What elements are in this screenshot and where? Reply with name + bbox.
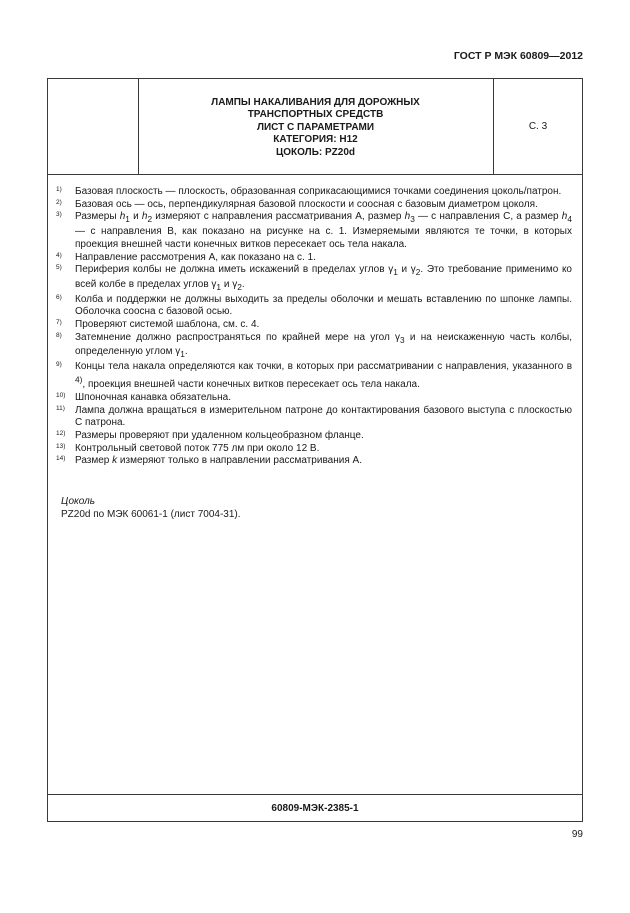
page-number: 99 [571, 829, 583, 840]
footnote [56, 405, 572, 430]
socket-text: PZ20d по МЭК 60061-1 (лист 7004-31). [61, 509, 241, 520]
title-block-left-cell [48, 79, 139, 174]
footnote-text: Шпоночная канавка обязательна. [75, 391, 231, 403]
title-line: ЛАМПЫ НАКАЛИВАНИЯ ДЛЯ ДОРОЖНЫХ [211, 97, 420, 108]
footnote [56, 392, 572, 405]
footnote [56, 455, 572, 468]
title-block-title [139, 97, 492, 159]
footnote [56, 361, 572, 392]
footnote [56, 430, 572, 443]
footnote-text: Направление рассмотрения А, как показано на с. 1. [75, 251, 316, 263]
footnote [56, 332, 572, 361]
footnote-number: 13) [56, 442, 66, 450]
footnote-text: Базовая плоскость — плоскость, образованная соприкасающимися точками соединения цоколь/патрон. [75, 186, 562, 197]
footnote-number: 9) [56, 361, 62, 369]
standard-code: ГОСТ Р МЭК 60809—2012 [453, 50, 583, 62]
footnote-text: Контрольный световой поток 775 лм при около 12 В. [75, 442, 320, 454]
title-line: КАТЕГОРИЯ: Н12 [273, 134, 358, 146]
parameter-sheet-frame [47, 78, 583, 822]
sheet-page-ref: С. 3 [528, 121, 548, 132]
footnote-number: 1) [56, 186, 62, 193]
footnote-number: 5) [56, 264, 62, 272]
footnote-text: Колба и поддержки не должны выходить за пределы оболочки и мешать вставлению по шпонке лампы. Оболочка соосна с базовой осью. [75, 293, 572, 318]
socket-label: Цоколь [61, 496, 96, 507]
title-line: ЦОКОЛЬ: PZ20d [275, 146, 356, 158]
footnote-text: Размер k измеряют только в направлении рассматривания А. [75, 455, 362, 467]
footnote-number: 12) [56, 429, 66, 437]
footnote-number: 11) [56, 404, 65, 412]
footnote [56, 211, 572, 251]
footnote-text: Концы тела накала определяются как точки, в которых при рассматривании с направления, указанного в $^{4)}$, проекция внешней части конечных витков пересекает ось тела накала. [75, 361, 572, 391]
footnote-text: Лампа должна вращаться в измерительном патроне до контактирования базового выступа с плоскостью С патрона. [75, 404, 572, 429]
title-line: ТРАНСПОРТНЫХ СРЕДСТВ [247, 109, 384, 121]
footnote [56, 264, 572, 293]
footnote-number: 8) [56, 331, 62, 339]
title-block [48, 79, 582, 175]
footnote-number: 6) [56, 293, 62, 301]
sheet-code: 60809-МЭК-2385-1 [271, 803, 359, 814]
footnote-text: Затемнение должно распространяться по крайней мере на угол $\gamma_3$ и на неискаженную часть колбы, определенную углом $\gamma_1$. [75, 331, 572, 360]
footnote-text: Размеры $h_1$ и $h_2$ измеряют с направления рассматривания А, размер $h_3$ — с направления С, а размер $h_4$ — с направления В, как показано на рисунке на с. 1. Измеряемыми являются те точки, в которых проекция внешней части конечных витков пересекает ось тела накала. [75, 211, 572, 250]
footnote-number: 4) [56, 251, 62, 259]
footnote-text: Периферия колбы не должна иметь искажений в пределах углов $\gamma_1$ и $\gamma_2$. Это требование применимо ко всей колбе в пределах углов $\gamma_1$ и $\gamma_2$. [75, 264, 572, 292]
footnote [56, 252, 572, 265]
footnote-number: 10) [56, 391, 66, 399]
footnote-number: 14) [56, 455, 66, 463]
footnote [56, 199, 572, 212]
footer-block [48, 794, 582, 823]
footnote [56, 443, 572, 456]
footnote [56, 186, 572, 199]
footnote-number: 3) [56, 211, 62, 219]
footnote-number: 2) [56, 198, 62, 206]
footnote-text: Проверяют системой шаблона, см. с. 4. [75, 319, 260, 331]
footnote-number: 7) [56, 319, 62, 327]
footnote-text: Размеры проверяют при удаленном кольцеобразном фланце. [75, 429, 364, 441]
socket-section [61, 495, 241, 521]
notes-list [56, 186, 572, 468]
footnote [56, 319, 572, 332]
footnote [56, 294, 572, 319]
footnote-text: Базовая ось — ось, перпендикулярная базовой плоскости и соосная с базовым диаметром цоколя. [75, 198, 538, 210]
title-line: ЛИСТ С ПАРАМЕТРАМИ [256, 121, 375, 133]
